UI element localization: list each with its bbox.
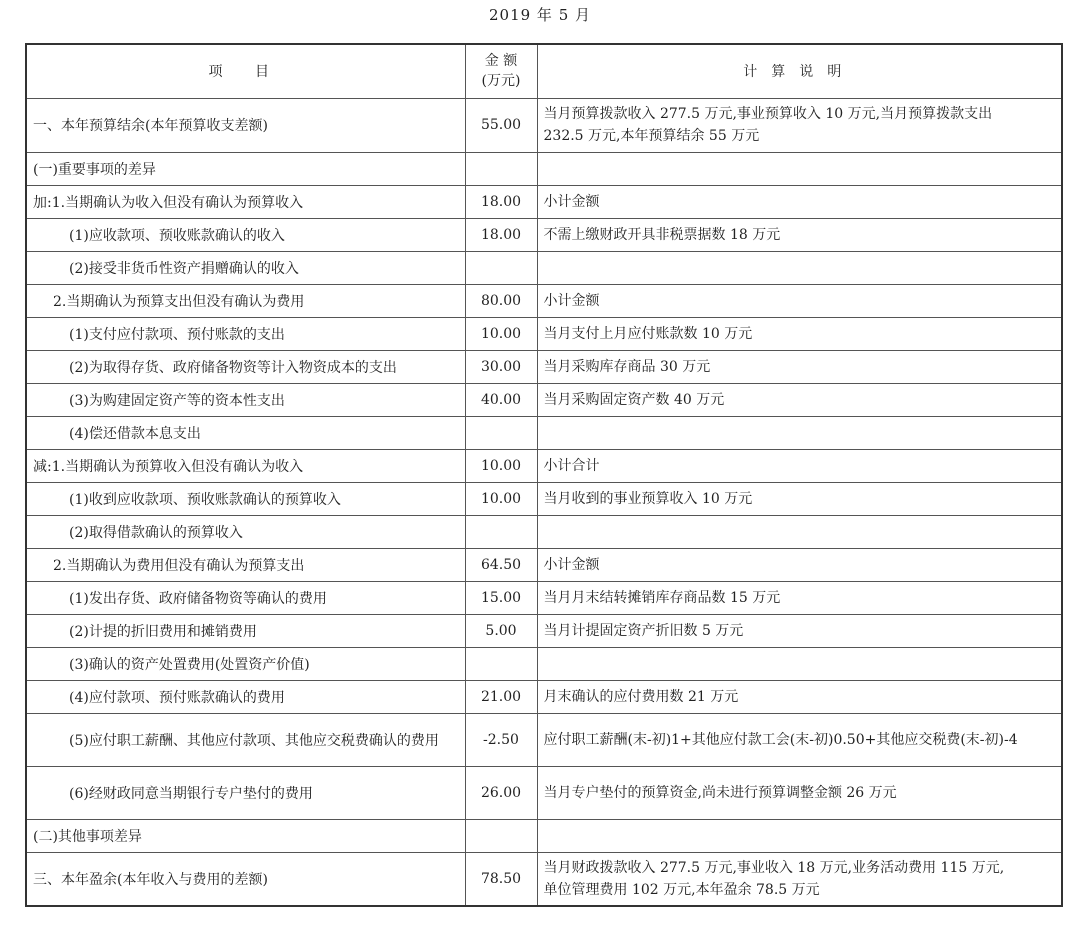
row-amount: 10.00: [465, 317, 537, 350]
row-amount: 30.00: [465, 350, 537, 383]
row-amount: 21.00: [465, 680, 537, 713]
row-note: 小计金额: [537, 185, 1062, 218]
row-note: [537, 98, 1062, 152]
row-note: [537, 251, 1062, 284]
row-amount: 5.00: [465, 614, 537, 647]
row-note: 当月支付上月应付账款数 10 万元: [537, 317, 1062, 350]
row-note: 小计金额: [537, 548, 1062, 581]
row-item: (3)为购建固定资产等的资本性支出: [26, 383, 465, 416]
table-row: [26, 449, 1062, 482]
row-amount: 80.00: [465, 284, 537, 317]
table-row: [26, 581, 1062, 614]
row-amount: 64.50: [465, 548, 537, 581]
row-amount: 10.00: [465, 482, 537, 515]
row-item: (4)偿还借款本息支出: [26, 416, 465, 449]
row-note: 当月计提固定资产折旧数 5 万元: [537, 614, 1062, 647]
row-note: 应付职工薪酬(末-初)1+其他应付款工会(末-初)0.50+其他应交税费(末-初)-4: [537, 713, 1062, 766]
row-note: [537, 416, 1062, 449]
table-row: [26, 284, 1062, 317]
table-row: [26, 416, 1062, 449]
row-amount: [465, 647, 537, 680]
row-item: 2.当期确认为费用但没有确认为预算支出: [26, 548, 465, 581]
row-note-line2: 232.5 万元,本年预算结余 55 万元: [543, 128, 760, 144]
report-date: 2019 年 5 月: [488, 6, 592, 24]
row-note: 当月采购库存商品 30 万元: [537, 350, 1062, 383]
row-item: (2)接受非货币性资产捐赠确认的收入: [26, 251, 465, 284]
row-item: 三、本年盈余(本年收入与费用的差额): [26, 852, 465, 906]
reconciliation-table: [25, 43, 1063, 907]
row-amount: [465, 515, 537, 548]
row-note: 当月专户垫付的预算资金,尚未进行预算调整金额 26 万元: [537, 766, 1062, 819]
row-note-line1: 当月财政拨款收入 277.5 万元,事业收入 18 万元,业务活动费用 115 万元,: [543, 859, 1005, 876]
row-note: [537, 819, 1062, 852]
row-note: 不需上缴财政开具非税票据数 18 万元: [537, 218, 1062, 251]
row-amount: -2.50: [465, 713, 537, 766]
row-note: [537, 852, 1062, 906]
row-note: [537, 647, 1062, 680]
table-row: [26, 515, 1062, 548]
row-amount: 55.00: [465, 98, 537, 152]
table-row: [26, 218, 1062, 251]
row-amount: [465, 416, 537, 449]
row-note-line2: 单位管理费用 102 万元,本年盈余 78.5 万元: [543, 881, 820, 898]
row-amount: 26.00: [465, 766, 537, 819]
row-item: (6)经财政同意当期银行专户垫付的费用: [26, 766, 465, 819]
row-note: [537, 152, 1062, 185]
table-row: [26, 317, 1062, 350]
row-item: (二)其他事项差异: [26, 819, 465, 852]
table-row: [26, 852, 1062, 906]
row-item: (一)重要事项的差异: [26, 152, 465, 185]
row-note: 当月收到的事业预算收入 10 万元: [537, 482, 1062, 515]
table-row: [26, 766, 1062, 819]
row-item: (1)应收款项、预收账款确认的收入: [26, 218, 465, 251]
row-item: (1)支付应付款项、预付账款的支出: [26, 317, 465, 350]
table-row: [26, 185, 1062, 218]
row-note-line1: 当月预算拨款收入 277.5 万元,事业预算收入 10 万元,当月预算拨款支出: [543, 106, 993, 122]
row-note: 当月采购固定资产数 40 万元: [537, 383, 1062, 416]
row-note: 小计合计: [537, 449, 1062, 482]
row-item: (4)应付款项、预付账款确认的费用: [26, 680, 465, 713]
row-amount: 18.00: [465, 218, 537, 251]
row-amount: 15.00: [465, 581, 537, 614]
row-note: 月末确认的应付费用数 21 万元: [537, 680, 1062, 713]
row-item: 一、本年预算结余(本年预算收支差额): [26, 98, 465, 152]
row-amount: 10.00: [465, 449, 537, 482]
table-row: [26, 680, 1062, 713]
row-note: [537, 515, 1062, 548]
table-row: [26, 614, 1062, 647]
row-item: 加:1.当期确认为收入但没有确认为预算收入: [26, 185, 465, 218]
table-row: [26, 152, 1062, 185]
column-header-amount: [465, 44, 537, 98]
row-item: (3)确认的资产处置费用(处置资产价值): [26, 647, 465, 680]
row-item: 减:1.当期确认为预算收入但没有确认为收入: [26, 449, 465, 482]
row-item: (2)计提的折旧费用和摊销费用: [26, 614, 465, 647]
amount-header-line1: 金 额: [484, 53, 518, 70]
row-amount: [465, 152, 537, 185]
amount-header-line2: (万元): [481, 73, 521, 90]
row-item: (2)为取得存货、政府储备物资等计入物资成本的支出: [26, 350, 465, 383]
table-row: [26, 482, 1062, 515]
table-row: [26, 350, 1062, 383]
row-item: (2)取得借款确认的预算收入: [26, 515, 465, 548]
row-note: 当月月末结转摊销库存商品数 15 万元: [537, 581, 1062, 614]
table-row: [26, 819, 1062, 852]
row-amount: 18.00: [465, 185, 537, 218]
table-row: [26, 713, 1062, 766]
row-amount: 40.00: [465, 383, 537, 416]
table-row: [26, 383, 1062, 416]
row-item: 2.当期确认为预算支出但没有确认为费用: [26, 284, 465, 317]
row-amount: [465, 251, 537, 284]
row-item: (5)应付职工薪酬、其他应付款项、其他应交税费确认的费用: [26, 713, 465, 766]
row-amount: 78.50: [465, 852, 537, 906]
table-row: [26, 548, 1062, 581]
row-item: (1)发出存货、政府储备物资等确认的费用: [26, 581, 465, 614]
table-row: [26, 647, 1062, 680]
column-header-note: 计算说明: [537, 44, 1062, 98]
table-row: [26, 251, 1062, 284]
row-item: (1)收到应收款项、预收账款确认的预算收入: [26, 482, 465, 515]
row-note: 小计金额: [537, 284, 1062, 317]
column-header-item: 项 目: [26, 44, 465, 98]
table-row: [26, 98, 1062, 152]
table-header-row: [26, 44, 1062, 98]
row-amount: [465, 819, 537, 852]
